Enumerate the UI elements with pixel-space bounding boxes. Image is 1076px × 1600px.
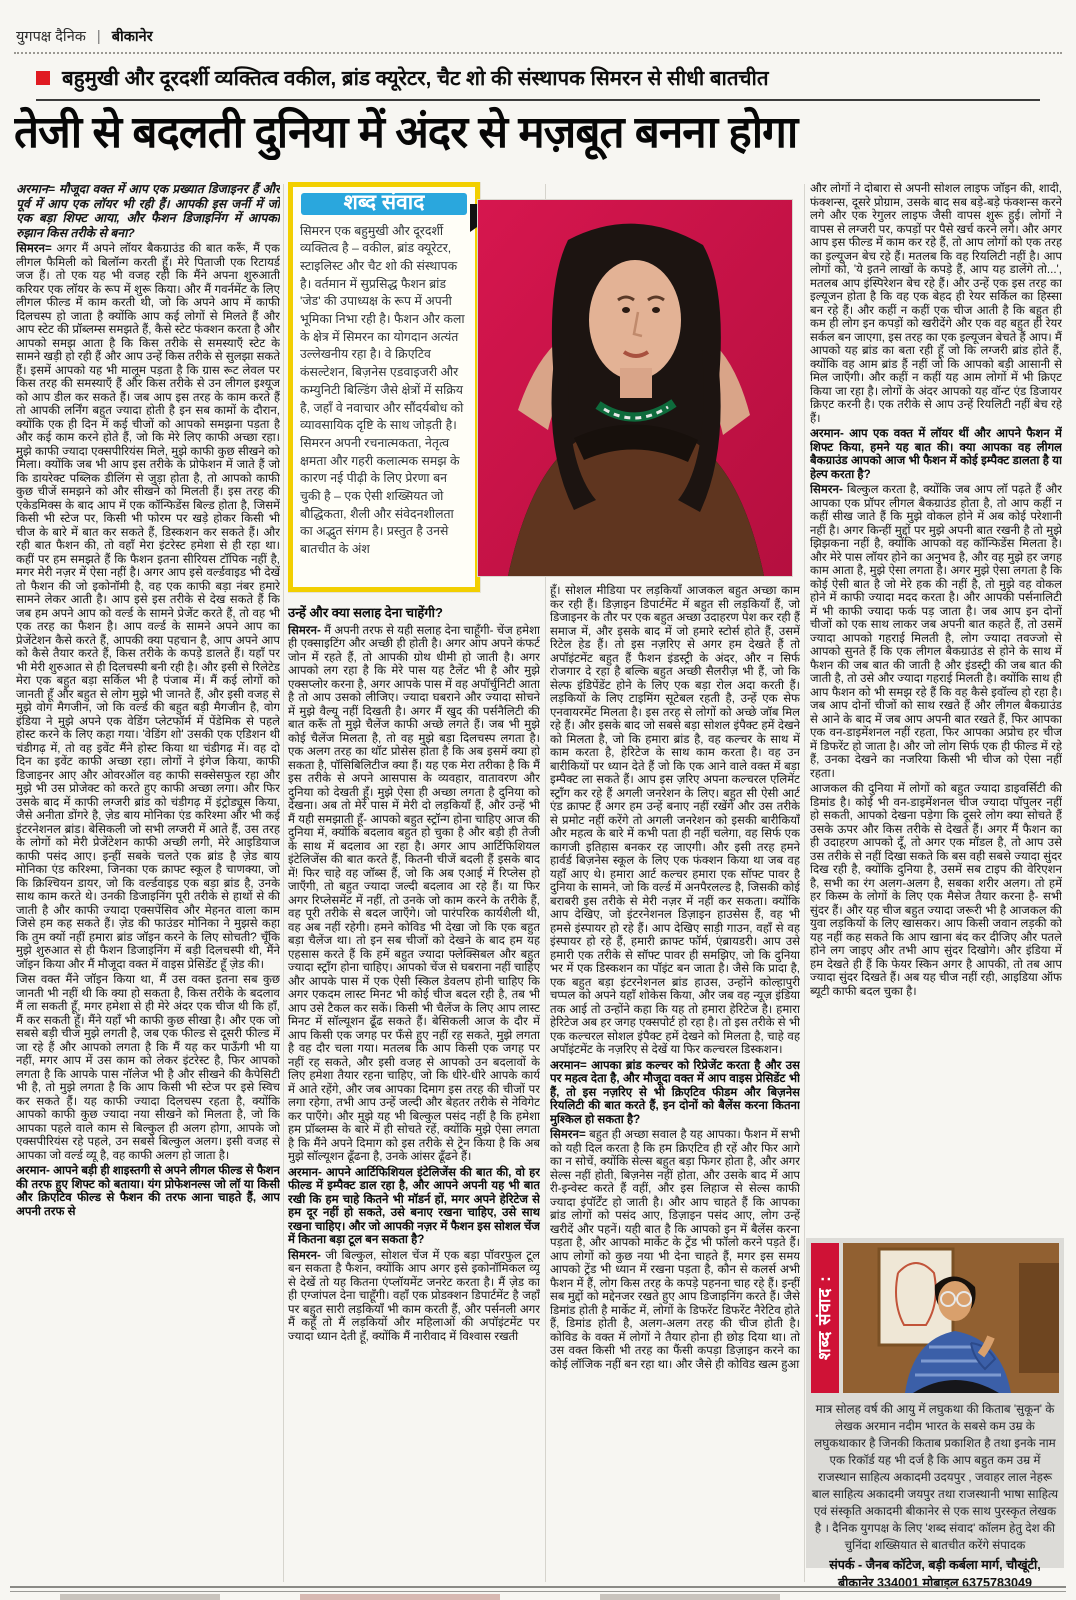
masthead-city: बीकानेर [111, 29, 153, 45]
author-contact-line: संपर्क - जैनब कॉटेज, बड़ी कर्बला मार्ग, चौखूंटी, बीकानेर 334001 मोबाइल 6375783049 [829, 1558, 1041, 1590]
masthead-paper-name: युगपक्ष दैनिक [16, 29, 86, 45]
kicker-text: बहुमुखी और दूरदर्शी व्यक्तित्व वकील, ब्रांड क्यूरेटर, चैट शो की संस्थापक सिमरन से सीधी बातचीत [62, 67, 769, 90]
answer-text: मैं अपनी तरफ से यही सलाह देना चाहूँगी- चेंज हमेशा ही एक्साइटिंग और अच्छी ही होती है। अगर आप अपने कंफर्ट जोन में रहते हैं, तो आपकी ग्रोथ धीमी हो जाती है। अगर आपको लग रहा है कि मेरे पास यह टैलेंट भी है और मुझे एक्सप्लोर करना है, अगर आपके पास में वह अपॉर्चुनिटी आता है तो आप उसको लीजिए। ज्यादा घबराने और ज्यादा सोचने में मुझे वैल्यू नहीं दिखती है। अगर मैं खुद की पर्सनैलिटी की बात करूँ तो मुझे चैलेंज काफी अच्छे लगते हैं। जब भी मुझे कोई चैलेंज मिलता है, तो वह मुझे बड़ा दिलचस्प लगता है। एक अलग तरह का थॉट प्रोसेस होता है कि अब इसमें क्या हो सकता है, पॉसिबिलिटीज क्या हैं। यह एक मेरा तरीका है कि मैं इस तरीके से अपने आसपास के व्यवहार, वातावरण और दुनिया को देखती हूँ। मुझे ऐसा ही अच्छा लगता है दुनिया को देखना। अब तो मेरे पास में मेरी दो लड़कियाँ हैं, और उन्हें भी मैं यही समझाती हूँ- आपको बहुत स्ट्रॉन्ग होना चाहिए आज की दुनिया में, क्योंकि बदलाव बहुत हो चुका है और बड़ी ही तेजी के साथ में बदलाव आ रहा है। अगर आप आर्टिफिशियल इंटेलिजेंस की बात करते हैं, कितनी चीजें बदली हैं इसके बाद में! फिर चाहे वह जॉब्स हैं, जो कि अब एआई में रिप्लेस हो जाएँगी, तो बहुत ज्यादा जल्दी बदलाव आ रहे हैं। या फिर अगर रिप्लेसमेंट में नहीं, तो उनके जो काम करने के तरीके हैं, वह पूरी तरीके से बदल जाएँगे। जो पारंपरिक कार्यशैली थी, वह अब नहीं रहेगी। हमने कोविड भी देखा जो कि एक बहुत बड़ा चैलेंज था। तो इन सब चीजों को देखने के बाद हम यह एहसास करते हैं कि हमें बहुत ज्यादा फ्लेक्सिबल और बहुत ज्यादा स्ट्रॉंग होना चाहिए। आपको चेंज से घबराना नहीं चाहिए और आपके पास में एक ऐसी स्किल डेवलप होनी चाहिए कि अगर एकदम लास्ट मिनट भी कोई चीज बदल रही है, तब भी आप उसे टैकल कर सकें। किसी भी चैलेंज के लिए आप लास्ट मिनट में सॉल्यूशन ढूँढ सकते हैं। बेसिकली आज के दौर में आप किसी एक जगह पर फँसे हुए नहीं रह सकते, मुझे लगता है वह दौर चला गया। मतलब कि आप किसी एक जगह पर नहीं रह सकते, और इसी वजह से आपको उन बदलावों के लिए हमेशा तैयार रहना चाहिए, जो कि धीरे-धीरे आपके कार्य में आते रहेंगे, और जब आपका दिमाग इस तरह की चीजों पर लगा रहेगा, तभी आप उन्हें जल्दी और बेहतर तरीके से नेविगेट कर पाएँगे। और मुझे यह भी बिल्कुल पसंद नहीं है कि हमेशा हम प्रॉब्लम्स के बारे में ही सोचते रहें, क्योंकि मुझे ऐसा लगता है कि मैंने अपने दिमाग को इस तरीके से ट्रेन किया है कि अब मुझे सॉल्यूशन ढूँढना है, उनके आंसर ढूँढने हैं। [288, 623, 540, 1163]
column-rule [804, 184, 805, 1582]
infobox-title: शब्द संवाद [301, 193, 467, 215]
column-rule [283, 184, 284, 1582]
speaker-name: सिमरन- [810, 483, 843, 496]
red-square-bullet-icon [36, 71, 50, 85]
author-credit-box [806, 1238, 1064, 1590]
interview-question: अरमान= मौजूदा वक्त में आप एक प्रख्यात डिजाइनर हैं और पूर्व में आप एक लॉयर भी रही हैं। आपकी इस जर्नी में जो एक बड़ा शिफ्ट आया, और फैशन डिजाइनिंग में आपका रुझान किस तरीके से बना? [16, 182, 280, 240]
masthead-rule [14, 52, 1062, 54]
masthead [16, 26, 153, 46]
bottom-page-rule [10, 1586, 1066, 1592]
main-headline: तेजी से बदलती दुनिया में अंदर से मज़बूत बनना होगा [14, 108, 798, 157]
speaker-name: सिमरन- [288, 1248, 321, 1262]
author-photo-art [843, 1243, 1059, 1393]
interview-answer [810, 483, 1062, 780]
interview-question: अरमान- आपने बड़ी ही शाइस्तगी से अपने लीगल फील्ड से फैशन की तरफ हुए शिफ्ट को बताया। यंग प्रोफेशनल्स जो लॉ या किसी और क्रिएटिव फील्ड से फैशन की तरफ आना चाहते हैं, आप अपनी तरफ से [16, 1164, 280, 1218]
interview-answer: जिस वक्त मैंने जॉइन किया था, मैं उस वक्त इतना सब कुछ जानती भी नहीं थी कि क्या हो सकता है, किस तरीके के बदलाव मैं ला सकती हूँ, मगर हमेशा से ही मेरे अंदर एक चीज थी कि हाँ, मैं कर सकती हूँ। मैंने यहाँ भी काफी कुछ सीखा है। और एक जो सबसे बड़ी चीज मुझे लगती है, जब एक फील्ड से दूसरी फील्ड में जा रहे हैं और आपको लगता है कि मैं यह कर पाऊँगी भी या नहीं, मगर आप में उस काम को लेकर इंटरेस्ट है, फिर आपको लगता है कि आपके पास नॉलेज भी है और सीखने की कैपेसिटी भी है, तो मुझे लगता है कि आप किसी भी स्टेज पर इसे स्विच कर सकते हैं। यह काफी ज्यादा दिलचस्प रहता है, क्योंकि आपको काफी कुछ ज्यादा नया सीखने को मिलता है, जो कि आपका पहले वाले काम से बिल्कुल ही अलग होगा, आपके जो एक्सपीरियंस रहे पहले, उन सबसे बिल्कुल अलग। इसी वजह से आपका जो वर्ल्ड व्यू है, वह काफी अलग हो जाता है। [16, 973, 280, 1162]
masthead-divider: | [96, 29, 101, 45]
author-photo [843, 1243, 1059, 1393]
next-section-fragment [300, 1594, 500, 1600]
interview-answer: आजकल की दुनिया में लोगों को बहुत ज्यादा डाइवर्सिटी की डिमांड है। कोई भी वन-डाइमेंशनल चीज ज्यादा पॉपुलर नहीं हो सकती, आपको देखना पड़ेगा कि दूसरे लोग क्या सोचते हैं उसके ऊपर और किस तरीके से देखते हैं। अगर मैं फैशन का ही उदाहरण आपको दूँ, तो अगर एक मॉडल है, तो आप उसे उस तरीके से नहीं दिखा सकते कि बस वही सबसे ज्यादा सुंदर दिख रही है, क्योंकि दुनिया है, उसमें सब टाइप की वेरिएशन है, सभी का रंग अलग-अलग है, सबका शरीर अलग। तो हमें हर किस्म के लोगों के लिए एक मैसेज तैयार करना है- सभी सुंदर हैं। और यह चीज बहुत ज्यादा जरूरी भी है आजकल की युवा लड़कियों के लिए खासकर। आप किसी जवान लड़की को यह नहीं कह सकते कि आप खाना बंद कर दीजिए और पतले होने लग जाइए और तभी आप सुंदर दिखोगे। और इंडिया में हम देखते ही हैं कि फेयर स्किन अगर है आपकी, तो तब आप ज्यादा सुंदर दिखते हैं। अब यह चीज नहीं रही, आइडिया ऑफ ब्यूटी काफी बदल चुका है। [810, 782, 1062, 998]
article-column-3 [550, 182, 800, 1582]
answer-text: बहुत ही अच्छा सवाल है यह आपका। फैशन में सभी को यही दिल करता है कि हम क्रिएटिव ही रहें और फिर आगे का न सोचें, क्योंकि सेल्स बहुत बड़ा फिगर होता है, और अगर सेल्स नहीं होती, बिज़नेस नहीं होता, और उसके बाद में आप री-इन्वेस्ट करते हैं वहीं, और इस लिहाज से सेल्स काफी ज्यादा इंपॉर्टेंट हो जाती है। और आप चाहते हैं कि आपका ब्रांड लोगों को पसंद आए, डिज़ाइन पसंद आए, लोग उन्हें खरीदें और पहनें। यही बात है कि आपको इन में बैलेंस करना पड़ता है, और आपको मार्केट के ट्रेंड भी फॉलो करने पड़ते हैं। आप लोगों को कुछ नया भी देना चाहते हैं, मगर इस समय आपको ट्रेंड भी ध्यान में रखना पड़ता है, कौन से कलर्स अभी फैशन में हैं, लोग किस तरह के कपड़े पहनना चाह रहे हैं। इन्हीं सब मुद्दों को मद्देनजर रखते हुए आप डिजाइनिंग करते हैं। जैसे डिमांड होती है मार्केट में, लोगों के डिफरेंट डिफरेंट नैरेटिव होते हैं, डिमांड होती है, अलग-अलग तरह की चीज होती है। कोविड के वक्त में लोगों ने तैयार होना ही छोड़ दिया था। तो उस वक्त किसी भी तरह का फैंसी कपड़ा डिज़ाइन करने का कोई लॉजिक नहीं बन रहा था। और जैसे ही कोविड खत्म हुआ [550, 1128, 800, 1371]
interview-answer [16, 242, 280, 971]
next-section-fragment [600, 1594, 780, 1600]
next-section-fragment [60, 1594, 220, 1600]
interview-answer: हूँ। सोशल मीडिया पर लड़कियाँ आजकल बहुत अच्छा काम कर रही हैं। डिज़ाइन डिपार्टमेंट में बहुत सी लड़कियाँ हैं, जो डिजाइनर के तौर पर एक बहुत अच्छा उदाहरण पेश कर रही हैं समाज में, और इसके बाद में जो हमारे स्टोर्स होते हैं, उसमें रिटेल हेड हैं। तो इस नज़रिए से अगर हम देखते हैं तो अपॉइंटमेंट बहुत हैं फैशन इंडस्ट्री के अंदर, और न सिर्फ रोजगार दे रहा है बल्कि बहुत अच्छी सैलरीज़ भी हैं, जो कि सेल्फ इंडिपेंडेंट होने के लिए एक बड़ा रोल अदा करती हैं। लड़कियों के लिए टाइमिंग सूटेबल रहती है, उन्हें एक सेफ एनवायरमेंट मिलता है। इस तरह से लोगों को अच्छे जॉब मिल रहे हैं। और इसके बाद जो सबसे बड़ा सोशल इंपैक्ट हमें देखने को मिलता है, जो कि हमारा ब्रांड है, वह कल्चर के साथ में काम करता है, हेरिटेज के साथ काम करता है। वह उन बारीकियों पर ध्यान देते हैं जो कि एक आने वाले वक्त में बड़ा इम्पैक्ट ला सकते हैं। आप इस ज़रिए अपना कल्चरल एलिमेंट स्ट्रॉंग कर रहे हैं अगली जनरेशन के लिए। बहुत सी ऐसी आर्ट एंड क्राफ्ट हैं अगर हम उन्हें बनाए नहीं रखेंगे और उस तरीके से प्रमोट नहीं करेंगे तो अगली जनरेशन को इसकी बारीकियाँ और महत्व के बारे में कभी पता ही नहीं चलेगा, वह सिर्फ एक कागजी इतिहास बनकर रह जाएगी। और इसी तरह हमने हार्वर्ड बिज़नेस स्कूल के लिए एक फंक्शन किया था जब वह यहाँ आए थे। हमारा आर्ट कल्चर हमारा एक सॉफ्ट पावर है दुनिया के सामने, जो कि वर्ल्ड में अनपैरलल्ड है, जिसकी कोई बराबरी इस तरीके से मेरी नज़र में नहीं कर सकता। क्योंकि आप देखिए, जो इंटरनेशनल डिज़ाइन हाउसेस हैं, वह भी हमसे इंस्पायर हो रहे हैं। आप देखिए साड़ी गाउन, वहाँ से वह इंस्पायर हो रहे हैं, हमारी क्राफ्ट फॉर्म, एंब्रायडरी। आप उसे हमारी एक तरीके से सॉफ्ट पावर ही समझिए, जो कि दुनिया भर में एक डिस्कशन का पॉइंट बन जाता है। जैसे कि प्रादा है, एक बहुत बड़ा इंटरनेशनल ब्रांड हाउस, उन्होंने कोल्हापुरी चप्पल को अपने यहाँ शोकेस किया, और जब वह न्यूज़ इंडिया तक आई तो उन्होंने कहा कि यह तो हमारा हेरिटेज है। हमारा हेरिटेज अब हर जगह एक्सपोर्ट हो रहा है। तो इस तरीके से भी एक कल्चरल सोशल इंपैक्ट हमें देखने को मिलता है, चाहे वह अपॉइंटमेंट के नज़रिए से देखें या फिर कल्चरल डिस्कशन। [550, 584, 800, 1056]
interview-question: अरमान= आपका ब्रांड कल्चर को रिप्रेजेंट करता है और उस पर महत्व देता है, और मौजूदा वक्त में आप वाइस प्रेसिडेंट भी हैं, तो इस नज़रिए से भी क्रिएटिव फीडम और बिज़नेस रियलिटी की बात करते हैं, इन दोनों को बैलेंस करना कितना मुश्किल हो सकता है? [550, 1058, 800, 1126]
interview-question: अरमान- आपने आर्टिफिशियल इंटेलिजेंस की बात की, वो हर फील्ड में इम्पैक्ट डाल रहा है, और आपने अपनी यह भी बात रखी कि हम चाहे कितने भी मॉडर्न हों, मगर अपने हेरिटेज से हम दूर नहीं हो सकते, उसे बनाए रखना चाहिए, उसे साथ रखना चाहिए। और जो आपकी नज़र में फैशन इस सोशल चेंज में कितना बड़ा टूल बन सकता है? [288, 1165, 540, 1246]
article-column-4 [810, 182, 1062, 1238]
interview-question: अरमान- आप एक वक्त में लॉयर थीं और आपने फैशन में शिफ्ट किया, हमने यह बात की। क्या आपका वह लीगल बैकग्राउंड आपको आज भी फैशन में कोई इम्पैक्ट डालता है या हेल्प करता है? [810, 427, 1062, 481]
sub-question-heading: उन्हें और क्या सलाह देना चाहेंगी? [288, 605, 443, 620]
author-bio-text: मात्र सोलह वर्ष की आयु में लघुकथा की किताब 'सुकून' के लेखक अरमान नदीम भारत के सबसे कम उम्र के लघुकथाकार है जिनकी किताब प्रकाशित है तथा इनके नाम एक रिकॉर्ड यह भी दर्ज है कि आप बहुत कम उम्र में राजस्थान साहित्य अकादमी उदयपुर , जवाहर लाल नेहरू बाल साहित्य अकादमी जयपुर तथा राजस्थानी भाषा साहित्य एवं संस्कृति अकादमी बीकानेर से एक साथ पुरस्कृत लेखक है । दैनिक युगपक्ष के लिए 'शब्द संवाद' कॉलम हेतु देश की चुनिंदा शख्सियात से बातचीत करेंगे संपादक [811, 1402, 1059, 1552]
article-column-1 [16, 182, 280, 1582]
interview-answer [288, 1249, 540, 1344]
answer-text: अगर मैं अपने लॉयर बैकग्राउंड की बात करूँ, मैं एक लीगल फैमिली को बिलॉन्ग करती हूँ। मेरे पिताजी एक रिटायर्ड जज हैं। तो एक यह भी वजह रही कि मैंने अपना शुरुआती करियर एक लॉयर के रूप में शुरू किया। और मैं गवर्नमेंट के लिए लीगल फील्ड में काम करती थी, जो कि अपने आप में काफी दिलचस्प हो जाता है क्योंकि आप कई लोगों से मिलते हैं और आप स्टेट की प्रॉब्लम्स समझते हैं, कैसे स्टेट फंक्शन करता है और आपको समझ आता है कि किस तरीके से समस्याएँ स्टेट के सामने खड़ी हो रही हैं और आप उन्हें किस तरीके से सुलझा सकते हैं। इसमें आपको यह भी मालूम पड़ता है कि ग्रास रूट लेवल पर किस तरह की समस्याएँ हैं और किस तरीके से उन लीगल इश्यूज को आप डील कर सकते हैं। जब आप इस तरह के काम करते हैं तो आपकी लर्निंग बहुत ज्यादा होती है इन सब कामों के दौरान, क्योंकि एक ही दिन में कई चीजों को आपको समझना पड़ता है और कई काम करने होते हैं, जो कि मेरे लिए काफी अच्छा रहा। मुझे काफी ज्यादा एक्सपीरियंस मिले, मुझे काफी कुछ सीखने को मिला। क्योंकि जब भी आप इस तरीके के प्रोफेशन में जाते हैं जो कि डायरेक्ट पब्लिक डीलिंग से जुड़ा होता है, तो आपको काफी कुछ चीजें समझने को और सीखने को मिलती हैं। इस तरह की एकेडमिक्स के बाद आप में एक कॉन्फिडेंस बिल्ड होता है, जिसमें किसी भी स्टेज पर, किसी भी फोरम पर खड़े होकर किसी भी चीज के बारे में बात कर सकते हैं, डिस्कशन कर सकते हैं। और रही बात फैशन की, तो वहाँ मेरा इंटरेस्ट हमेशा से ही रहा था। कहीं पर हम समझते हैं कि फैशन इतना सीरियस टॉपिक नहीं है, मगर मेरी नज़र में ऐसा नहीं है। अगर आप इसे वर्ल्डवाइड भी देखें तो फैशन की जो इकोनॉमी है, वह एक काफी बड़ा नंबर हमारे सामने लेकर आती है। आप इसे इस तरीके से देख सकते हैं कि जब हम अपने आप को वर्ल्ड के सामने प्रेजेंट करते हैं, तो वह भी एक तरह का फैशन है। आप वर्ल्ड के सामने अपने आप का प्रेजेंटेशन कैसे करते हैं, आपकी क्या पहचान है, आप अपने आप को कैसे तैयार करते हैं, किस तरीके के कपड़े डालते हैं। यहाँ पर भी मेरी शुरुआत से ही दिलचस्पी बनी रही है। और इसी से रिलेटेड मेरा एक बहुत बड़ा सर्किल भी है पंजाब में। मैं कई लोगों को जानती हूँ और बहुत से लोग मुझे भी जानते हैं, और इसी वजह से मुझे वोग मैगजीन, जो कि वर्ल्ड की बहुत बड़ी मैगजीन है, वोग इंडिया ने मुझे अपने एक वेडिंग प्लेटफॉर्म में पेंडेमिक से पहले होस्ट करने के लिए कहा गया। 'वेडिंग शो' उसकी एक एडिशन थी चंडीगढ़ में, तो वह इवेंट मैंने होस्ट किया था चंडीगढ़ में। वह दो दिन का इवेंट काफी अच्छा रहा। लोगों ने इंगेज किया, काफी डिजाइनर आए और ओवरऑल वह काफी सक्सेसफुल रहा और मुझे भी उस प्रोजेक्ट को करते हुए काफी अच्छा लगा। और फिर उसके बाद में काफी लग्जरी ब्रांड को चंडीगढ़ में इंट्रोड्यूस किया, जैसे अनीता डोंगरे है, ज़ेड बाय मोनिका एंड करिश्मा और भी कई इंटरनेशनल ब्रांड। बेसिकली जो सभी लग्जरी में आते हैं, उस तरह के लोगों को मेरी प्रेजेंटेशन काफी अच्छी लगी, मेरे आइडियाज काफी पसंद आए। इन्हीं सबके चलते एक ब्रांड है ज़ेड बाय मोनिका एंड करिश्मा, जिनका एक क्राफ्ट स्कूल है चाणक्या, जो कि क्रिश्चियन डायर, जो कि वर्ल्डवाइड एक बड़ा ब्रांड है, उनके साथ काम करते थे। उनकी डिजाइनिंग पूरी तरीके से हाथों से की जाती है और काफी ज्यादा एक्सपेंसिव और मेहनत वाला काम जिसे हम कह सकते हैं। ज़ेड की फाउंडर मोनिका ने मुझसे कहा कि तुम क्यों नहीं हमारा ब्रांड जॉइन करने के लिए सोचती? चूँकि मुझे शुरुआत से ही फैशन डिजाइनिंग में बड़ी दिलचस्पी थी, मैंने जॉइन किया और मैं मौजूदा वक्त में वाइस प्रेसिडेंट हूँ ज़ेड की। [16, 242, 280, 971]
answer-text: जी बिल्कुल, सोशल चेंज में एक बड़ा पॉवरफुल टूल बन सकता है फैशन, क्योंकि आप अगर इसे इकोनॉमिकल व्यू से देखें तो यह कितना एंप्लॉयमेंट जनरेट करता है। मैं ज़ेड का ही एग्जांपल देना चाहूँगी। वहाँ एक प्रोडक्शन डिपार्टमेंट है जहाँ पर बहुत सारी लड़कियाँ भी काम करती हैं, और पर्सनली अगर मैं कहूँ तो मैं लड़कियों और महिलाओं की अपॉइंटमेंट पर ज्यादा ध्यान देती हूँ, क्योंकि मैं नारीवाद में विश्वास रखती [288, 1248, 540, 1343]
answer-text: बिल्कुल करता है, क्योंकि जब आप लॉ पढ़ते हैं और आपका एक प्रॉपर लीगल बैकग्राउंड होता है, तो आप कहीं न कहीं सीख जाते हैं कि मुझे वोकल होने में अब कोई परेशानी नहीं है। अगर किन्हीं मुद्दों पर मुझे अपनी बात रखनी है तो मुझे झिझकना नहीं है, क्योंकि आपको वह कॉन्फिडेंस मिलता है। और मेरे पास लॉयर होने का अनुभव है, और वह मुझे हर जगह काम आता है, मुझे ऐसा लगता है। अगर मुझे ऐसा लगता है कि कोई ऐसी बात है जो मेरे हक की नहीं है, तो मुझे वह वोकल होने में काफी ज्यादा मदद करता है। और आपकी पर्सनालिटी में भी काफी ज्यादा फर्क पड़ जाता है। जब आप इन दोनों चीजों को एक साथ लाकर जब अपनी बात कहते हैं, तो उसमें ज्यादा आपको गहराई मिलती है, लोग ज्यादा तवज्जो से आपको सुनते हैं कि एक लीगल बैकग्राउंड से होने के साथ में फैशन की जब बात की जाती है और इंडस्ट्री की जब बात की जाती है, तो उसे और ज्यादा गहराई मिलती है। क्योंकि साथ ही आप फैशन को भी समझ रहे हैं कि वह कैसे इवॉल्व हो रहा है। जब आप दोनों चीजों को साथ रखते हैं और लीगल बैकग्राउंड से आने के बाद में जब आप अपनी बात रखते हैं, फिर आपका एक वन-डाइमेंशनल नहीं रहता, फिर आपका अप्रोच हर चीज में डिफरेंट हो जाता है। और जो लोग सिर्फ एक ही फील्ड में रहे हैं, उनका देखने का नजरिया किसी भी चीज को ऐसा नहीं रहता। [810, 483, 1062, 780]
shabd-samvad-infobox [288, 182, 480, 592]
speaker-name: सिमरन= [550, 1128, 586, 1141]
speaker-name: सिमरन- [288, 623, 321, 637]
interview-answer [288, 624, 540, 1164]
author-box-top-row [811, 1243, 1059, 1393]
infobox-body: सिमरन एक बहुमुखी और दूरदर्शी व्यक्तित्व है – वकील, ब्रांड क्यूरेटर, स्टाइलिस्ट और चैट शो की संस्थापक है। वर्तमान में सुप्रसिद्ध फैशन ब्रांड 'जेड' की उपाध्यक्ष के रूप में अपनी भूमिका निभा रही है। फैशन और कला के क्षेत्र में सिमरन का योगदान अत्यंत उल्लेखनीय रहा है। वे क्रिएटिव कंसल्टेशन, बिज़नेस एडवाइजरी और कम्युनिटी बिल्डिंग जैसे क्षेत्रों में सक्रिय है, जहाँ वे नवाचार और सौंदर्यबोध को व्यावसायिक दृष्टि के साथ जोड़ती है। सिमरन अपनी रचनात्मकता, नेतृत्व क्षमता और गहरी कलात्मक समझ के कारण नई पीढ़ी के लिए प्रेरणा बन चुकी है – एक ऐसी शख्सियत जो बौद्धिकता, शैली और संवेदनशीलता का अद्भुत संगम है। प्रस्तुत है उनसे बातचीत के अंश [300, 223, 465, 557]
speaker-name: सिमरन= [16, 242, 52, 256]
column-name-vertical-label: शब्द संवाद : [811, 1243, 839, 1393]
interview-answer: और लोगों ने दोबारा से अपनी सोशल लाइफ जॉइन की, शादी, फंक्शन्स, दूसरे प्रोग्राम, उसके बाद सब बड़े-बड़े फंक्शन्स करने लगे और एक रेगुलर लाइफ जैसी वापस शुरू हुई। लोगों ने वापस से लग्जरी पर, कपड़ों पर पैसे खर्च करने लगे। और अगर आप इस फील्ड में काम कर रहे हैं, तो आप लोगों को एक तरह का इल्यूजन बेच रहे हैं। मतलब कि वह रियलिटी नहीं है। आप लोगों को, 'ये इतने लाखों के कपड़े हैं, आप यह डालेंगे तो...', मतलब आप इंस्पिरेशन बेच रहे हैं। और उन्हें एक इस तरह का इल्यूजन होता है कि वह एक बेहद ही रेयर सर्किल का हिस्सा बन रहे हैं। और कहीं न कहीं एक चीज आती है कि बहुत ही कम ही लोग इन कपड़ों को खरीदेंगे और एक वह बहुत ही रेयर सर्कल बन जाएगा, इस तरह का एक इल्यूजन बेचते हैं आप। मैं आपको यह ब्रांड का बता रही हूँ जो कि लग्जरी ब्रांड होते हैं, क्योंकि वह आम ब्रांड हैं नहीं जो कि आपको बड़ी आसानी से मिल जाएँगी। और कहीं न कहीं यह आम लोगों में भी क्रिएट किया जा रहा है। लोगों के अंदर आपको यह वॉन्ट एंड डिजायर क्रिएट करनी है। एक तरीके से आप उन्हें रियलिटी नहीं बेच रहे हैं। [810, 182, 1062, 425]
interview-answer [550, 1128, 800, 1371]
kicker-strapline [36, 64, 1040, 101]
